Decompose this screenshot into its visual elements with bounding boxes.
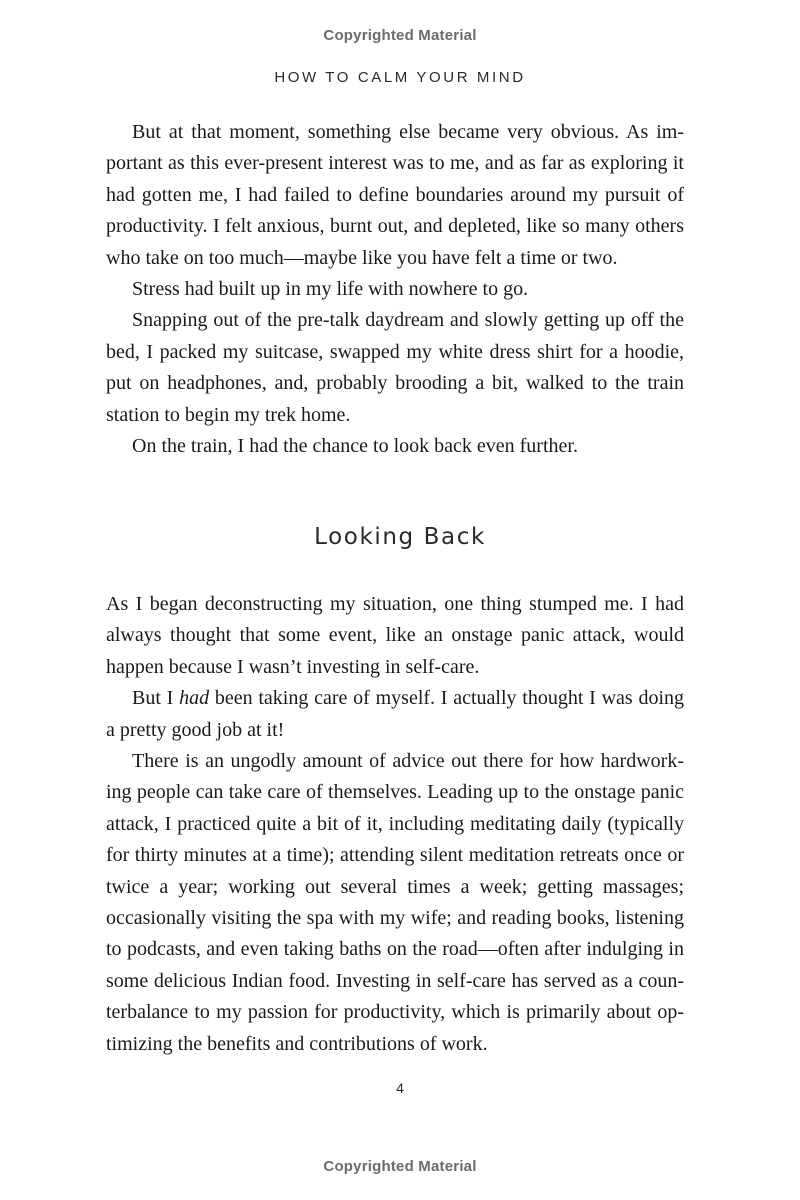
page-number: 4 — [396, 1080, 404, 1096]
paragraph: There is an ungodly amount of advice out there for how hardworking people can take care of themselves. Leading up to the onstage panic attack, I practiced quite a bit of it, including meditating daily (typically for thirty minutes at a time); attending silent meditation retreats once or twice a year; working out several times a week; getting massages; occasionally visiting the spa with my wife; and reading books, listening to podcasts, and even taking baths on the road—often after indulging in some delicious Indian food. Investing in self-care has served as a counterbalance to my passion for productivity, which is primarily about optimizing the benefits and contributions of work. — [106, 750, 684, 1055]
paragraph: But at that moment, something else became very obvious. As important as this ever-present interest was to me, and as far as exploring it had gotten me, I had failed to define boundaries around my pursuit of productivity. I felt anxious, burnt out, and depleted, like so many others who take on too much—maybe like you have felt a time or two. — [106, 121, 684, 269]
emphasized-text: had — [179, 687, 210, 710]
paragraph: Stress had built up in my life with nowhere to go. — [132, 278, 529, 301]
body-text-section-2 — [106, 589, 684, 1060]
section-heading: Looking Back — [314, 524, 486, 550]
copyright-watermark-top: Copyrighted Material — [323, 27, 477, 44]
paragraph: On the train, I had the chance to look back even further. — [132, 435, 578, 458]
paragraph: As I began deconstructing my situation, one thing stumped me. I had always thought that some event, like an onstage panic attack, would happen because I wasn’t investing in self-care. — [106, 593, 684, 678]
paragraph-text: been taking care of myself. I actually thought I was doing a pretty good job at it! — [106, 687, 684, 741]
copyright-watermark-bottom: Copyrighted Material — [323, 1158, 477, 1175]
body-text-section-1 — [106, 117, 684, 462]
running-head: HOW TO CALM YOUR MIND — [274, 69, 526, 86]
paragraph: Snapping out of the pre-talk daydream and slowly getting up off the bed, I packed my suitcase, swapped my white dress shirt for a hoodie, put on headphones, and, probably brooding a bit, walked to the train station to begin my trek home. — [106, 309, 684, 426]
paragraph — [106, 683, 684, 746]
paragraph-text: But I — [132, 687, 180, 710]
